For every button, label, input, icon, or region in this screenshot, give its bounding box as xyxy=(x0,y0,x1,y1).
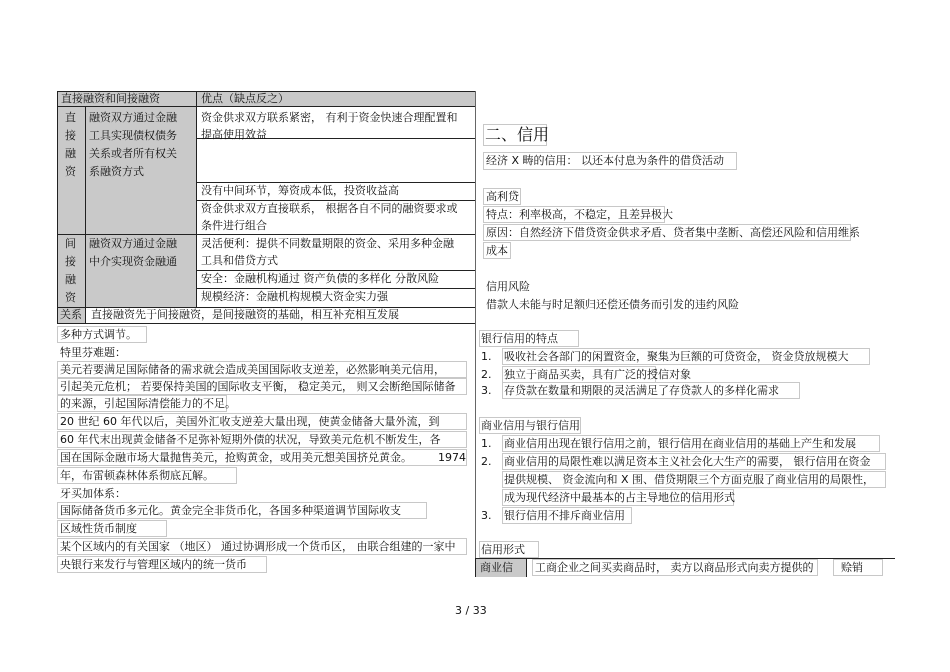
bank-item-text: 独立于商品买卖，具有广泛的授信对象 xyxy=(504,368,691,381)
indirect-adv3: 规模经济：金融机构规模大资金实力强 xyxy=(201,290,388,303)
cmp-item-num: 1. xyxy=(481,437,492,450)
body-line: 牙买加体系： xyxy=(60,487,126,500)
body-line: 20 世纪 60 年代以后，美国外汇收支逆差大量出现，使黄金储备大量外流，到 xyxy=(60,415,440,428)
indirect-label-char: 融 xyxy=(65,273,76,286)
bank-credit-title: 银行信用的特点 xyxy=(481,332,558,345)
indirect-adv1-line: 工具和借贷方式 xyxy=(201,254,278,267)
indirect-adv2: 安全：金融机构通过 资产负债的多样化 分散风险 xyxy=(201,272,439,285)
direct-desc-line: 关系或者所有权关 xyxy=(89,147,177,160)
body-line: 年，布雷顿森林体系彻底瓦解。 xyxy=(60,469,214,482)
section-title: 二、信用 xyxy=(485,125,550,144)
indirect-label-char: 间 xyxy=(65,237,76,250)
usury-feature: 特点：利率极高，不稳定，且差异极大 xyxy=(486,208,673,221)
bank-item-num: 2. xyxy=(481,368,492,381)
bank-item-text: 吸收社会各部门的闲置资金，聚集为巨额的可贷资金， 资金贷放规模大 xyxy=(504,350,849,363)
usury-reason: 原因：自然经济下借贷资金供求矛盾、贷者集中垄断、高偿还风险和信用维系 xyxy=(486,226,860,239)
direct-label-char: 融 xyxy=(65,147,76,160)
direct-label-char: 资 xyxy=(65,165,76,178)
body-line: 国在国际金融市场大量抛售美元，抢购黄金，或用美元想美国挤兑黄金。 xyxy=(60,451,412,464)
risk-definition: 借款人未能与时足额归还偿还债务而引发的违约风险 xyxy=(486,298,739,311)
body-line: 60 年代末出现黄金储备不足弥补短期外债的状况，导致美元危机不断发生，各 xyxy=(60,433,441,446)
body-line: 引起美元危机； 若要保持美国的国际收支平衡， 稳定美元， 则又会断绝国际储备 xyxy=(60,380,456,393)
usury-reason-cont: 成本 xyxy=(486,244,508,257)
cmp-item-num: 3. xyxy=(481,509,492,522)
column-divider xyxy=(475,91,476,576)
direct-desc-line: 工具实现债权债务 xyxy=(89,129,177,142)
relation-text: 直接融资先于间接融资，是间接融资的基础，相互补充相互发展 xyxy=(91,308,399,321)
cmp-item-text: 银行信用不排斥商业信用 xyxy=(504,509,625,522)
cmp-item-text: 商业信用的局限性难以满足资本主义社会化大生产的需要， 银行信用在资金 xyxy=(504,455,871,468)
cmp-item-text: 商业信用出现在银行信用之前，银行信用在商业信用的基础上产生和发展 xyxy=(504,437,856,450)
direct-desc-line: 系融资方式 xyxy=(89,165,144,178)
forms-row-extra: 赊销 xyxy=(841,561,863,574)
bank-item-num: 3. xyxy=(481,384,492,397)
forms-title: 信用形式 xyxy=(481,543,525,556)
cmp-item-text: 提供规模、 资金流向和 X 围、借贷期限三个方面克服了商业信用的局限性， xyxy=(504,473,875,486)
table-header-left: 直接融资和间接融资 xyxy=(61,92,160,105)
credit-forms-table xyxy=(475,558,895,577)
econ-credit-definition: 经济 X 畴的信用： 以还本付息为条件的借贷活动 xyxy=(486,154,725,167)
usury-title: 高利贷 xyxy=(486,190,519,203)
direct-label-char: 直 xyxy=(65,111,76,124)
indirect-label-char: 资 xyxy=(65,291,76,304)
table-header-right: 优点（缺点反之） xyxy=(201,92,289,105)
indirect-desc-line: 中介实现资金融通 xyxy=(89,255,177,268)
cmp-item-num: 2. xyxy=(481,455,492,468)
direct-adv3-line: 条件进行组合 xyxy=(201,219,267,232)
risk-title: 信用风险 xyxy=(486,280,530,293)
indirect-label-char: 接 xyxy=(65,255,76,268)
bank-item-num: 1. xyxy=(481,350,492,363)
direct-label-char: 接 xyxy=(65,129,76,142)
body-line: 区域性货币制度 xyxy=(60,522,137,535)
direct-adv2: 没有中间环节，筹资成本低，投资收益高 xyxy=(201,184,399,197)
comparison-title: 商业信用与银行信用 xyxy=(481,419,580,432)
direct-desc-line: 融资双方通过金融 xyxy=(89,111,177,124)
body-line: 美元若要满足国际储备的需求就会造成美国国际收支逆差，必然影响美元信用， xyxy=(60,363,445,376)
body-line-year: 1974 xyxy=(438,451,466,464)
direct-adv1-line: 资金供求双方联系紧密， 有利于资金快速合理配置和 xyxy=(201,111,458,124)
body-line: 国际储备货币多元化。黄金完全非货币化，各国多种渠道调节国际收支 xyxy=(60,504,401,517)
body-line: 某个区域内的有关国家 （地区） 通过协调形成一个货币区， 由联合组建的一家中 xyxy=(60,540,456,553)
financing-table xyxy=(57,91,477,323)
body-line: 的来源，引起国际清偿能力的不足。 xyxy=(60,397,236,410)
indirect-adv1-line: 灵活便利：提供不同数量期限的资金、采用多种金融 xyxy=(201,237,454,250)
cmp-item-text: 成为现代经济中最基本的占主导地位的信用形式 xyxy=(504,491,735,504)
direct-adv3-line: 资金供求双方直接联系， 根据各自不同的融资要求或 xyxy=(201,202,458,215)
forms-row-label: 商业信 xyxy=(480,561,513,574)
body-line: 多种方式调节。 xyxy=(60,328,137,341)
indirect-desc-line: 融资双方通过金融 xyxy=(89,237,177,250)
body-line: 央银行来发行与管理区域内的统一货币 xyxy=(60,558,247,571)
bank-item-text: 存贷款在数量和期限的灵活满足了存贷款人的多样化需求 xyxy=(504,384,779,397)
page-number: 3 / 33 xyxy=(455,604,487,617)
body-line: 特里芬难题： xyxy=(60,346,126,359)
direct-adv1-line: 提高使用效益 xyxy=(201,128,267,141)
forms-row-desc: 工商企业之间买卖商品时， 卖方以商品形式向卖方提供的 xyxy=(535,561,814,574)
relation-label: 关系 xyxy=(60,308,82,321)
